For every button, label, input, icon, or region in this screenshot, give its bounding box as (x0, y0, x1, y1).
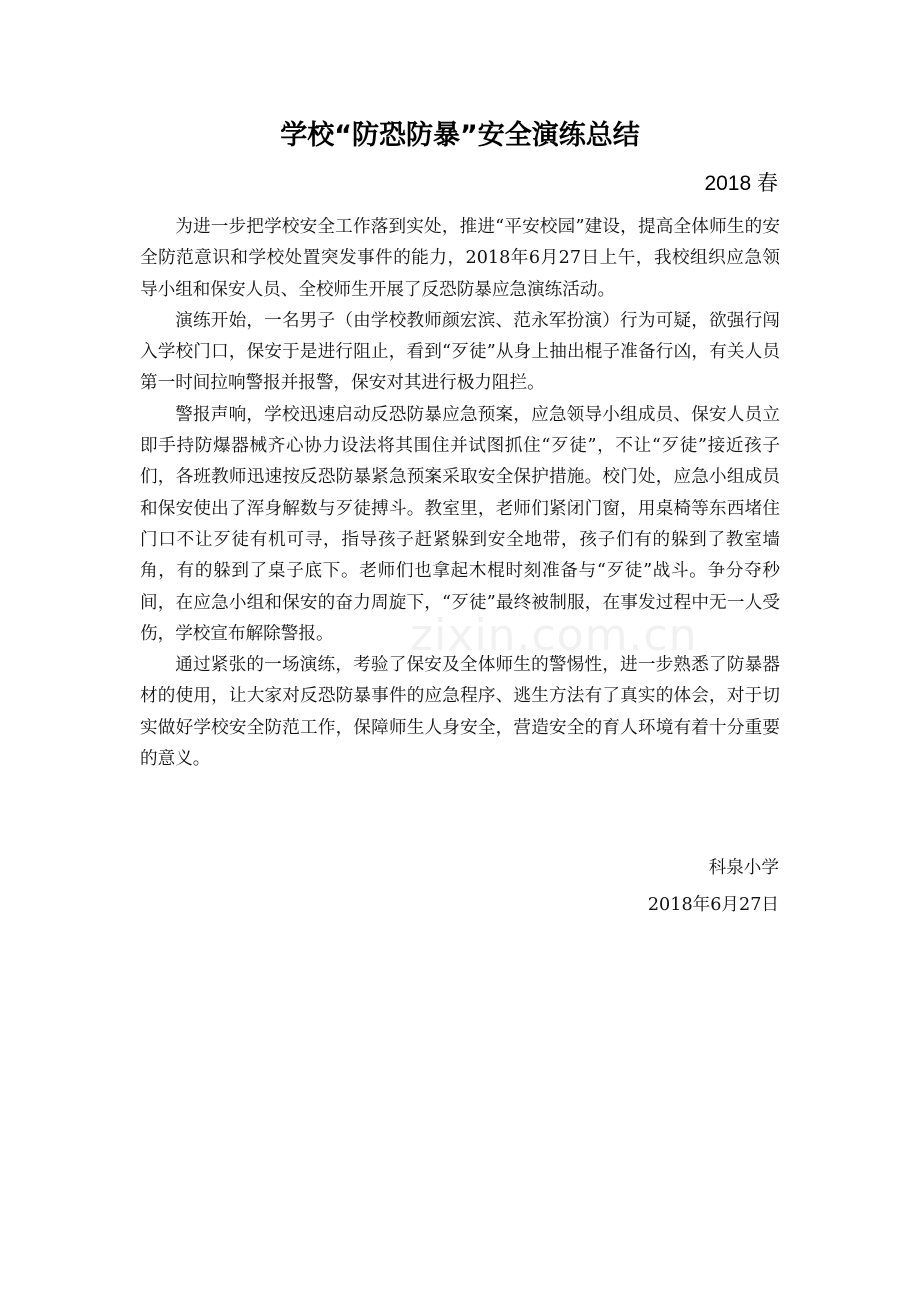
watermark: zixin.com.cn (410, 610, 698, 661)
signature-organization: 科泉小学 (708, 858, 779, 878)
document-season: 2018 春 (704, 172, 778, 195)
document-title: 学校“防恐防暴”安全演练总结 (280, 120, 640, 151)
paragraph-drill-start: 演练开始，一名男子（由学校教师颜宏滨、范永军扮演）行为可疑，欲强行闯入学校门口，保安于是进行阻止，看到“歹徒”从身上抽出棍子准备行凶，有关人员第一时间拉响警报并报警，保安对其进行极力阻拦。 (140, 310, 780, 394)
signature-date: 2018年6月27日 (647, 895, 779, 915)
paragraph-conclusion: 通过紧张的一场演练，考验了保安及全体师生的警惕性，进一步熟悉了防暴器材的使用，让大家对反恐防暴事件的应急程序、逃生方法有了真实的体会，对于切实做好学校安全防范工作，保障师生人身安全，营造安全的育人环境有着十分重要的意义。 (140, 655, 780, 770)
paragraph-intro: 为进一步把学校安全工作落到实处，推进“平安校园”建设，提高全体师生的安全防范意识和学校处置突发事件的能力，2018年6月27日上午，我校组织应急领导小组和保安人员、全校师生开展了反恐防暴应急演练活动。 (140, 217, 780, 300)
paragraph-response: 警报声响，学校迅速启动反恐防暴应急预案，应急领导小组成员、保安人员立即手持防爆器械齐心协力设法将其围住并试图抓住“歹徒”，不让“歹徒”接近孩子们，各班教师迅速按反恐防暴紧急预案采取安全保护措施。校门处，应急小组成员和保安使出了浑身解数与歹徒搏斗。教室里，老师们紧闭门窗，用桌椅等东西堵住门口不让歹徒有机可寻，指导孩子赶紧躲到安全地带，孩子们有的躲到了教室墙角，有的躲到了桌子底下。老师们也拿起木棍时刻准备与“歹徒”战斗。争分夺秒间，在应急小组和保安的奋力周旋下，“歹徒”最终被制服，在事发过程中无一人受伤，学校宣布解除警报。 (140, 404, 780, 644)
document-body (140, 212, 780, 775)
